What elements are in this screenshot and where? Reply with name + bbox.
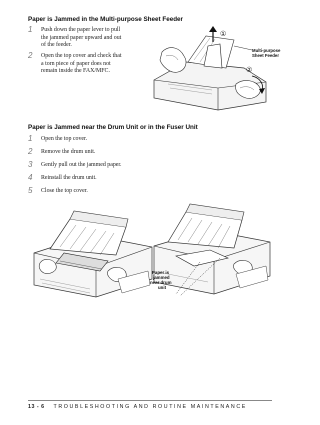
- multipurpose-feeder-illustration: [148, 22, 281, 112]
- callout-label-line: Paper is: [152, 270, 170, 275]
- step-text: Reinstall the drum unit.: [41, 175, 97, 181]
- section-heading-drum-jam: Paper is Jammed near the Drum Unit or in the Fuser Unit: [28, 124, 198, 131]
- step-text-line: remain inside the FAX/MFC.: [41, 68, 110, 75]
- page-number: 13 - 6: [28, 404, 45, 410]
- step-text: Close the top cover.: [41, 188, 88, 194]
- callout-label-line: unit: [158, 285, 167, 290]
- step-marker-2: ②: [246, 66, 253, 74]
- jammed-paper-drum-illustration: [150, 200, 274, 320]
- step-text-line: the jammed paper upward and out: [41, 34, 122, 41]
- callout-label-line: jammed: [153, 275, 170, 280]
- step-text: Open the top cover.: [41, 136, 88, 142]
- step-text: Remove the drum unit.: [41, 149, 96, 155]
- callout-label-line: Sheet Feeder: [252, 53, 279, 58]
- callout-label-line: Multi-purpose: [252, 48, 281, 53]
- step-marker-1: ①: [220, 30, 227, 38]
- step-text-line: Open the top cover and check that: [41, 53, 122, 59]
- callout-label-line: near drum: [150, 280, 172, 285]
- chapter-title: TROUBLESHOOTING AND ROUTINE MAINTENANCE: [53, 404, 247, 410]
- footer-rule: [28, 400, 272, 401]
- page-footer: [28, 404, 247, 410]
- step-number: 4: [28, 173, 33, 182]
- step-number: 2: [28, 147, 33, 156]
- step-number: 3: [28, 160, 33, 169]
- step-number: 2: [28, 51, 33, 60]
- step-number: 1: [28, 25, 33, 34]
- step-text-line: Push down the paper lever to pull: [41, 27, 121, 33]
- step-text: Gently pull out the jammed paper.: [41, 162, 122, 168]
- step-number: 5: [28, 186, 33, 195]
- section-heading-feeder-jam: Paper is Jammed in the Multi-purpose Sheet Feeder: [28, 16, 184, 23]
- step-text-line: of the feeder.: [41, 42, 72, 49]
- step-text-line: a torn piece of paper does not: [41, 60, 111, 67]
- drum-unit-removal-illustration: [30, 205, 156, 305]
- step-number: 1: [28, 134, 33, 143]
